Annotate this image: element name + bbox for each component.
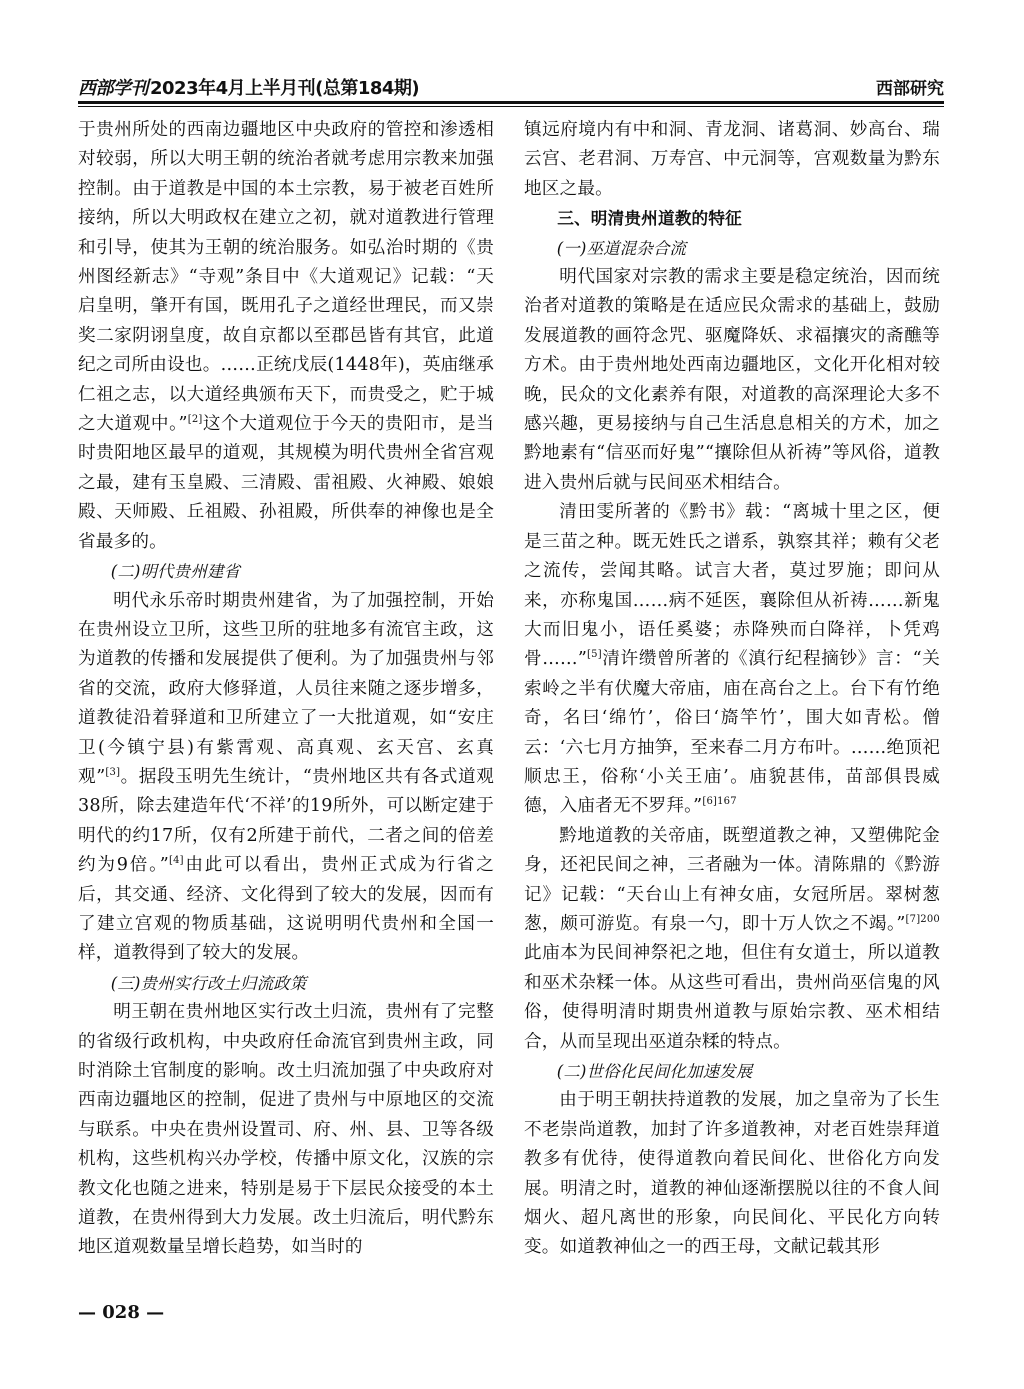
paragraph-text: 三、明清贵州道教的特征 bbox=[557, 209, 742, 229]
paragraph bbox=[524, 116, 940, 204]
right-column bbox=[524, 116, 940, 1263]
citation-ref: [3] bbox=[105, 767, 121, 779]
header-rule-thick bbox=[78, 101, 944, 104]
paragraph bbox=[78, 116, 494, 557]
paragraph-text: (二)明代贵州建省 bbox=[110, 562, 241, 582]
paragraph-text: 明代永乐帝时期贵州建省，为了加强控制，开始在贵州设立卫所，这些卫所的驻地多有流官主政，这为道教的传播和发展提供了便利。为了加强贵州与邻省的交流，政府大修驿道，人员往来随之逐步增多，道教徒沿着驿道和卫所建立了一大批道观，如“安庄卫(今镇宁县)有紫霄观、高真观、玄天宫、玄真观” bbox=[78, 590, 494, 787]
paragraph-text: 明王朝在贵州地区实行改土归流，贵州有了完整的省级行政机构，中央政府任命流官到贵州主政，同时消除土官制度的影响。改土归流加强了中央政府对西南边疆地区的控制，促进了贵州与中原地区的交流与联系。中央在贵州设置司、府、州、县、卫等各级机构，这些机构兴办学校，传播中原文化，汉族的宗教文化也随之进来，特别是易于下层民众接受的本土道教，在贵州得到大力发展。改土归流后，明代黔东地区道观数量呈增长趋势，如当时的 bbox=[78, 1002, 494, 1258]
subsection-heading bbox=[78, 557, 494, 586]
paragraph-text: 这个大道观位于今天的贵阳市，是当时贵阳地区最早的道观，其规模为明代贵州全省宫观之最，建有玉皇殿、三清殿、雷祖殿、火神殿、娘娘殿、天师殿、丘祖殿、孙祖殿，所供奉的神像也是全省最多的。 bbox=[78, 414, 494, 552]
citation-ref: [6]167 bbox=[702, 796, 737, 808]
subsection-heading bbox=[78, 969, 494, 998]
paragraph bbox=[524, 822, 940, 1057]
paragraph bbox=[524, 1086, 940, 1262]
citation-ref: [2] bbox=[187, 414, 203, 426]
subsection-heading bbox=[524, 1057, 940, 1086]
paragraph-text: 此庙本为民间神祭祀之地，但住有女道士，所以道教和巫术杂糅一体。从这些可看出，贵州尚巫信鬼的风俗，使得明清时期贵州道教与原始宗教、巫术相结合，从而呈现出巫道杂糅的特点。 bbox=[524, 943, 940, 1052]
header-rule-thin bbox=[78, 106, 944, 107]
subsection-heading bbox=[524, 234, 940, 263]
journal-title bbox=[78, 74, 419, 100]
paragraph-text: (三)贵州实行改土归流政策 bbox=[110, 973, 307, 993]
paragraph-text: (二)世俗化民间化加速发展 bbox=[556, 1062, 753, 1081]
section-name: 西部研究 bbox=[876, 79, 944, 99]
left-column bbox=[78, 116, 494, 1263]
paragraph bbox=[78, 587, 494, 969]
paragraph bbox=[78, 998, 494, 1263]
citation-ref: [7]200 bbox=[905, 914, 940, 926]
paragraph-text: 清许缵曾所著的《滇行纪程摘钞》言：“关索岭之半有伏魔大帝庙，庙在高台之上。台下有竹绝奇，名曰‘绵竹’，俗曰‘旖竿竹’，围大如青松。僧云：‘六七月方抽笋，至来春二月方布叶。……绝顶祀顺忠王，俗称‘小关王庙’。庙貌甚伟，苗部俱畏威德，入庙者无不罗拜。” bbox=[524, 649, 941, 817]
paragraph-text: 于贵州所处的西南边疆地区中央政府的管控和渗透相对较弱，所以大明王朝的统治者就考虑用宗教来加强控制。由于道教是中国的本土宗教，易于被老百姓所接纳，所以大明政权在建立之初，就对道教进行管理和引导，使其为王朝的统治服务。如弘治时期的《贵州图经新志》“寺观”条目中《大道观记》记载：“天启皇明，肇开有国，既用孔子之道经世理民，而又崇奖二家阴诩皇度，故自京都以至郡邑皆有其官，此道纪之司所由设也。……正统戊辰(1448年)，英庙继承仁祖之志，以大道经典颁布天下，而贵受之，贮于城之大道观中。” bbox=[78, 120, 494, 435]
paragraph-text: 由此可以看出，贵州正式成为行省之后，其交通、经济、文化得到了较大的发展，因而有了建立宫观的物质基础，这说明明代贵州和全国一样，道教得到了较大的发展。 bbox=[78, 855, 495, 964]
paragraph-text: 。据段玉明先生统计，“贵州地区共有各式道观38所，除去建造年代‘不祥’的19所外，可以断定建于明代的约17所，仅有2所建于前代，二者之间的倍差约为9倍。” bbox=[78, 766, 494, 876]
journal-logo: 西部学刊 bbox=[78, 78, 148, 99]
paragraph-text: (一)巫道混杂合流 bbox=[556, 238, 687, 258]
journal-issue: 2023年4月上半月刊(总第184期) bbox=[150, 78, 420, 99]
citation-ref: [4] bbox=[168, 855, 184, 867]
paragraph-text: 黔地道教的关帝庙，既塑道教之神，又塑佛陀金身，还祀民间之神，三者融为一体。清陈鼎的《黔游记》记载：“天台山上有神女庙，女冠所居。翠树葱葱，颇可游览。有泉一勺，即十万人饮之不竭。” bbox=[524, 825, 940, 934]
paragraph bbox=[524, 263, 940, 498]
page-number: — 028 — bbox=[78, 1302, 165, 1323]
running-header bbox=[78, 72, 944, 102]
paragraph-text: 镇远府境内有中和洞、青龙洞、诸葛洞、妙高台、瑞云宫、老君洞、万寿宫、中元洞等，宫观数量为黔东地区之最。 bbox=[524, 120, 940, 199]
paragraph-text: 清田雯所著的《黔书》载：“离城十里之区，便是三苗之种。既无姓氏之谱系，孰察其祥；赖有父老之流传，尝闻其略。试言大者，莫过罗施；即问从来，亦称鬼国……病不延医，襄除但从祈祷……新鬼大而旧鬼小，语任奚婆；赤降殃而白降祥，卜凭鸡骨……” bbox=[524, 502, 940, 670]
citation-ref: [5] bbox=[587, 649, 602, 661]
paragraph-text: 明代国家对宗教的需求主要是稳定统治，因而统治者对道教的策略是在适应民众需求的基础上，鼓励发展道教的画符念咒、驱魔降妖、求福攘灾的斋醮等方术。由于贵州地处西南边疆地区，文化开化相对较晚，民众的文化素养有限，对道教的高深理论大多不感兴趣，更易接纳与自己生活息息相关的方术，加之黔地素有“信巫而好鬼”“攘除但从祈祷”等风俗，道教进入贵州后就与民间巫术相结合。 bbox=[524, 267, 940, 493]
paragraph bbox=[524, 498, 940, 821]
section-heading bbox=[524, 204, 940, 233]
paragraph-text: 由于明王朝扶持道教的发展，加之皇帝为了长生不老崇尚道教，加封了许多道教神，对老百姓崇拜道教多有优待，使得道教向着民间化、世俗化方向发展。明清之时，道教的神仙逐渐摆脱以往的不食人间烟火、超凡离世的形象，向民间化、平民化方向转变。如道教神仙之一的西王母，文献记载其形 bbox=[524, 1090, 940, 1258]
